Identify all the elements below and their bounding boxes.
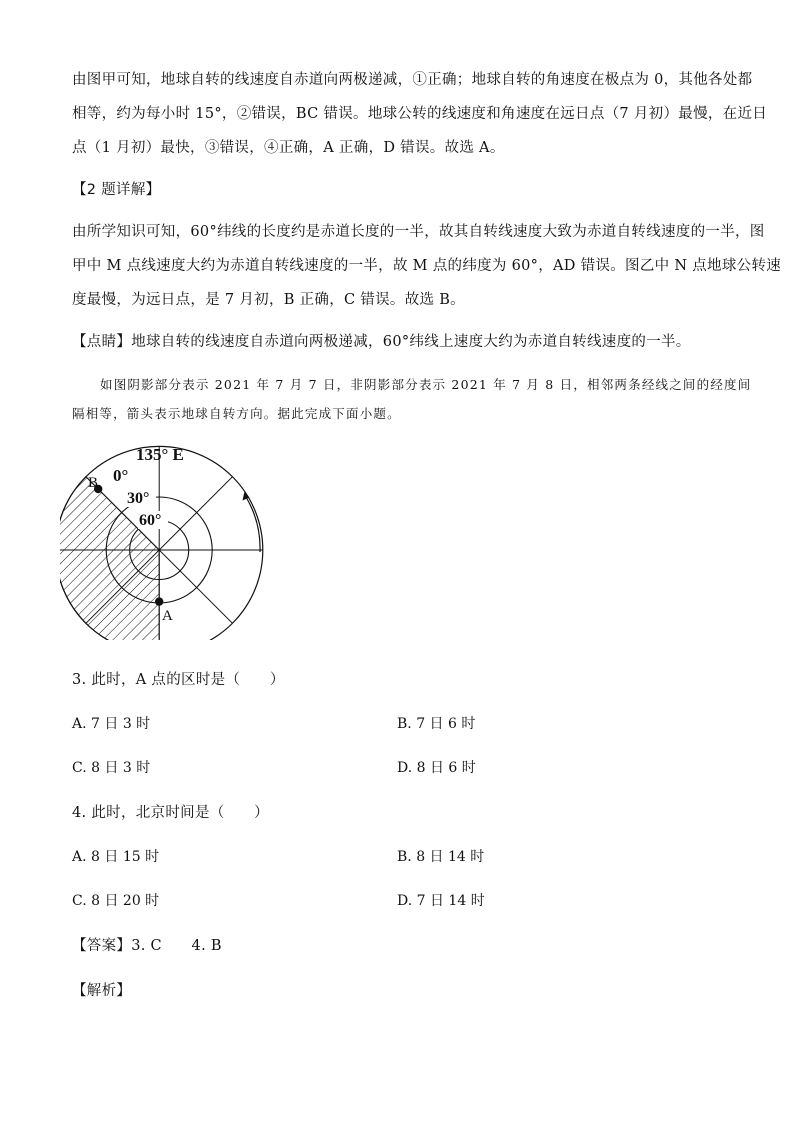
question-3-stem: 3. 此时，A 点的区时是（ ） [72, 672, 285, 688]
q4-option-a[interactable]: A. 8 日 15 时 [72, 849, 160, 865]
point-a-dot [155, 597, 163, 605]
q3-option-c[interactable]: C. 8 日 3 时 [72, 760, 151, 776]
q3-option-b[interactable]: B. 7 日 6 时 [397, 716, 476, 732]
explanation-line: 由所学知识可知，60°纬线的长度约是赤道长度的一半，故其自转线速度大致为赤道自转线速度的一半，图 [72, 224, 765, 240]
question-intro-line: 如图阴影部分表示 2021 年 7 月 7 日，非阴影部分表示 2021 年 7 月 8 日，相邻两条经线之间的经度间 [100, 377, 752, 392]
q3-option-a[interactable]: A. 7 日 3 时 [72, 716, 151, 732]
answer-label: 【答案】 [72, 938, 132, 954]
label-60-degree: 60° [139, 512, 162, 529]
label-0-degree: 0° [113, 466, 129, 485]
label-135e: 135° E [136, 445, 184, 464]
explanation-line: 相等，约为每小时 15°，②错误，BC 错误。地球公转的线速度和角速度在远日点（7 月初）最慢，在近日 [72, 106, 768, 122]
label-point-a: A [162, 608, 173, 624]
explanation-line: 甲中 M 点线速度大约为赤道自转线速度的一半，故 M 点的纬度为 60°，AD 错误。图乙中 N 点地球公转速 [72, 258, 782, 274]
label-point-b: B [88, 475, 99, 491]
question-4-stem: 4. 此时，北京时间是（ ） [72, 805, 269, 821]
section-heading-q2: 【2 题详解】 [72, 182, 161, 198]
q3-option-d[interactable]: D. 8 日 6 时 [397, 760, 476, 776]
tip-label: 【点睛】 [72, 334, 132, 350]
answer-line [72, 934, 222, 955]
explanation-line: 点（1 月初）最快，③错误，④正确，A 正确，D 错误。故选 A。 [72, 140, 505, 156]
answer-text: 3. C 4. B [131, 938, 222, 954]
analysis-label: 【解析】 [72, 983, 132, 999]
label-30-degree: 30° [127, 490, 150, 507]
q4-option-d[interactable]: D. 7 日 14 时 [397, 893, 485, 909]
q4-option-c[interactable]: C. 8 日 20 时 [72, 893, 160, 909]
explanation-line: 由图甲可知，地球自转的线速度自赤道向两极递减，①正确；地球自转的角速度在极点为 0，其他各处都 [72, 72, 753, 88]
q4-option-b[interactable]: B. 8 日 14 时 [397, 849, 485, 865]
explanation-line: 度最慢，为远日点，是 7 月初，B 正确，C 错误。故选 B。 [72, 292, 465, 308]
tip-paragraph [72, 330, 691, 351]
tip-text: 地球自转的线速度自赤道向两极递减，60°纬线上速度大约为赤道自转线速度的一半。 [131, 334, 691, 350]
polar-view-diagram [60, 440, 290, 640]
question-intro-line: 隔相等，箭头表示地球自转方向。据此完成下面小题。 [72, 406, 401, 421]
